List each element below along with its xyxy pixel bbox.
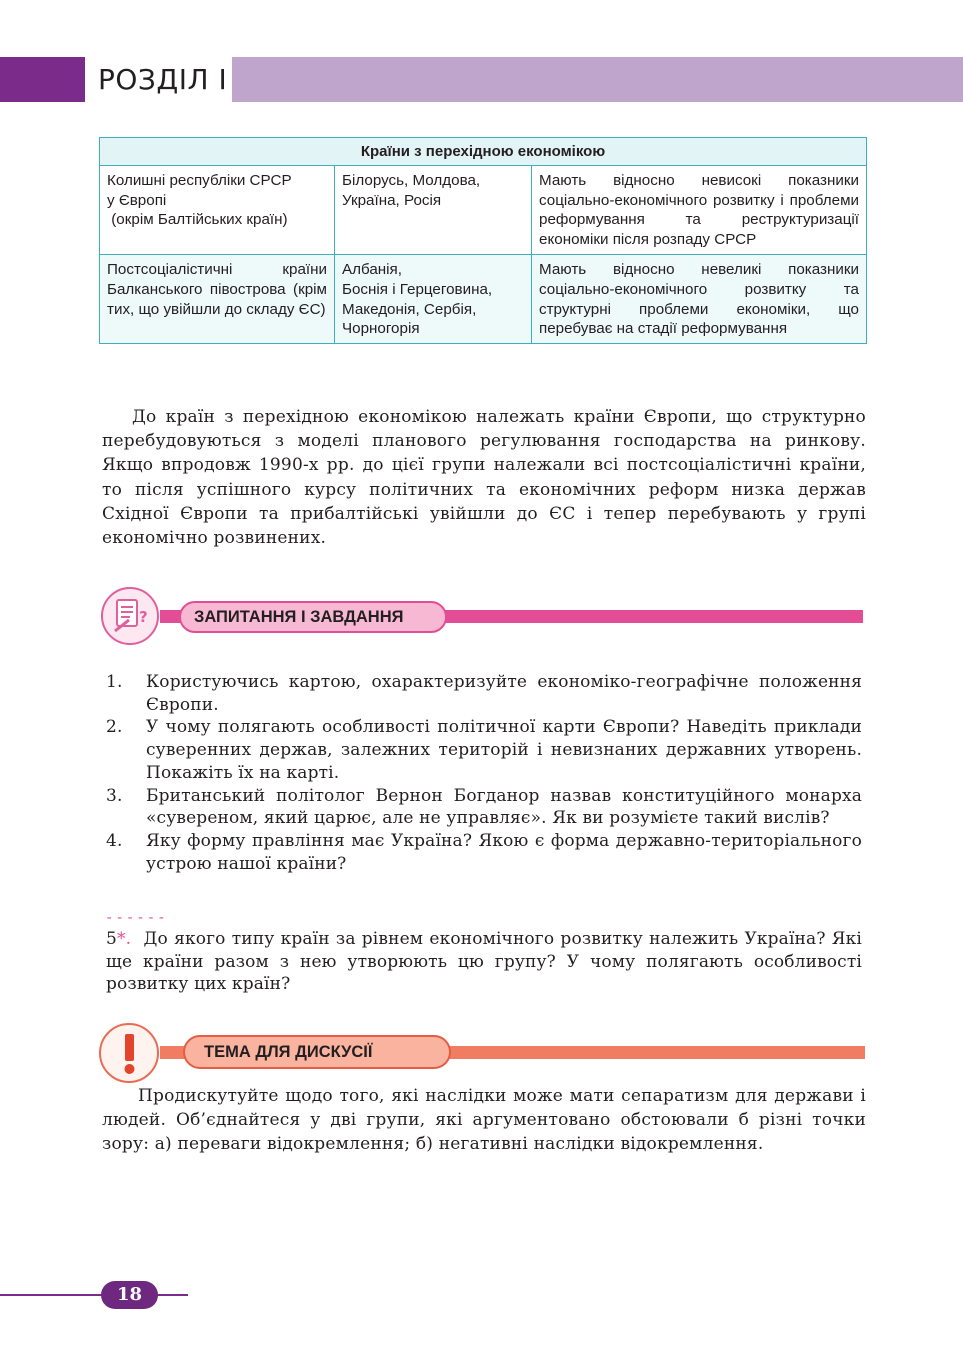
list-item: 3. Британський політолог Вернон Богданор назвав конституційного монарха «сувереном, який царює, але не управляє». Як ви розумієте такий вислів? [106,785,862,829]
exclamation-icon [99,1023,159,1083]
advanced-task: 5*. До якого типу країн за рівнем економічного розвитку належить Україна? Які ще країни разом з нею утворюють цю групу? У чому полягають особливості розвитку цих країн? [106,929,862,995]
document-question-icon [101,587,159,645]
footer-line [0,1294,188,1296]
table-cell-countries: Білорусь, Молдова, Україна, Росія [335,165,532,254]
section-color-block [0,57,85,102]
advanced-task-divider: ------ [105,910,168,926]
table-cell-description: Мають відносно невеликі показники соціально-економічного розвитку та структурні проблеми економіки, що перебуває на стадії реформування [532,254,867,343]
table-cell-group: Постсоціалістичні країни Балканського півострова (крім тих, що увійшли до складу ЄС) [100,254,335,343]
questions-section-title: ЗАПИТАННЯ І ЗАВДАННЯ [179,601,447,633]
table-cell-countries: Албанія, Боснія і Герцеговина, Македонія, Сербія, Чорногорія [335,254,532,343]
discussion-text: Продискутуйте щодо того, які наслідки може мати сепаратизм для держави і людей. Об’єднайтеся у дві групи, які аргументовано обстоювали б різні точки зору: а) переваги відокремлення; б) негативні наслідки відокремлення. [102,1086,866,1154]
transition-economy-table [99,137,867,344]
star-marker: *. [116,929,132,949]
table-row [100,254,867,343]
svg-text:?: ? [139,608,148,626]
table-cell-description: Мають відносно невисокі показники соціально-економічного розвитку і проблеми реформування та реструктуризації економіки після розпаду СРСР [532,165,867,254]
body-paragraph: До країн з перехідною економікою належать країни Європи, що структурно перебудовуються з моделі планового регулювання господарства на ринкову. Якщо впродовж 1990-х рр. до цієї групи належали всі постсоціалістичні країни, то після успішного курсу політичних та економічних реформ низка держав Східної Європи та прибалтійські увійшли до ЄС і тепер перебувають у групі економічно розвинених. [102,407,866,549]
list-item: 1. Користуючись картою, охарактеризуйте економіко-географічне положення Європи. [106,672,862,715]
table-cell-group: Колишні республіки СРСР у Європі (окрім Балтійських країн) [100,165,335,254]
page-number: 18 [101,1281,158,1309]
section-title: РОЗДІЛ І [98,63,228,96]
list-item: 4. Яку форму правління має Україна? Якою є форма державно-територіального устрою нашої країни? [106,830,862,874]
questions-list [106,671,862,875]
section-header-bar [232,57,963,102]
table-row [100,165,867,254]
discussion-section-title: ТЕМА ДЛЯ ДИСКУСІЇ [183,1035,451,1069]
list-item: 2. У чому полягають особливості політичної карти Європи? Наведіть приклади суверенних держав, залежних територій і невизнаних державних утворень. Покажіть їх на карті. [106,717,862,783]
table-title: Країни з перехідною економікою [100,138,867,166]
